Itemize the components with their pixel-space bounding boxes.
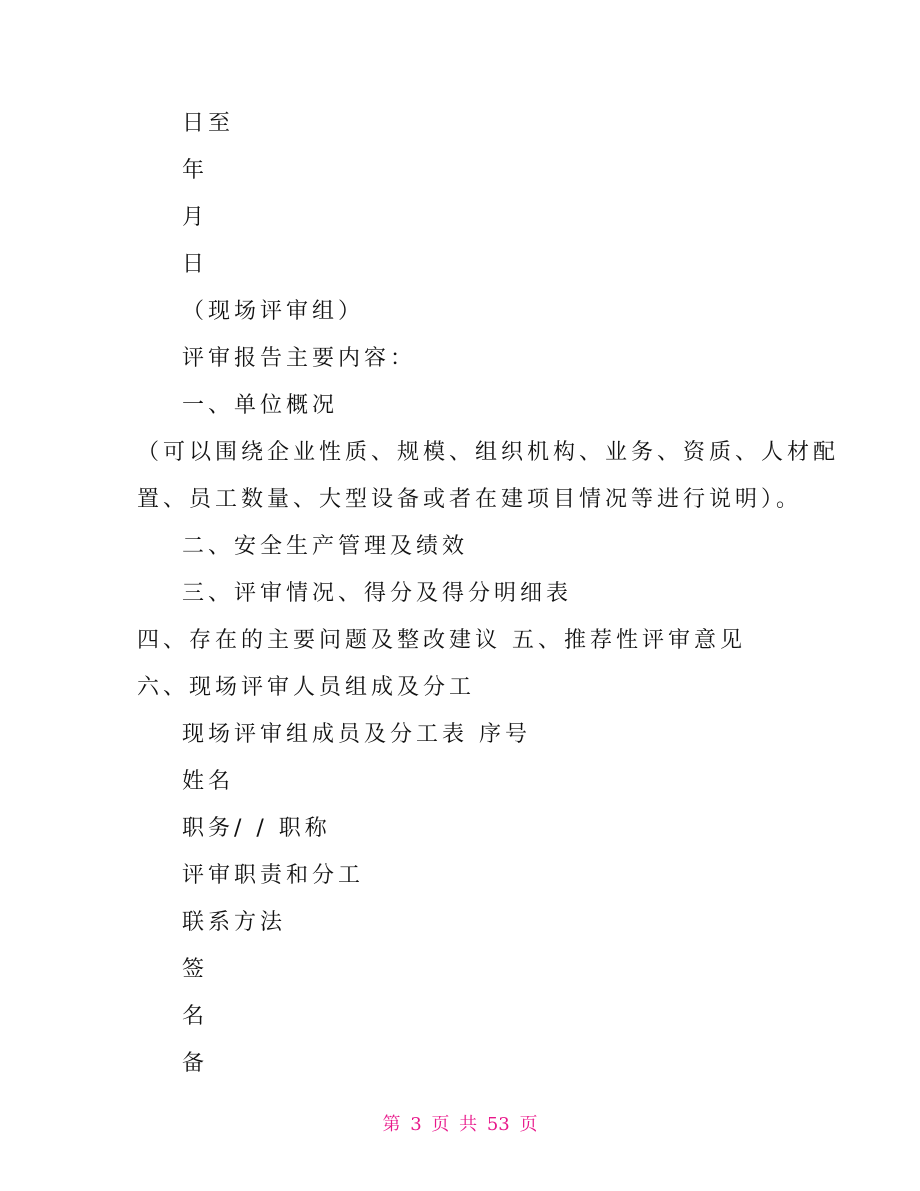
section-heading: 一、单位概况 (182, 393, 339, 418)
section-heading: 二、安全生产管理及绩效 (182, 534, 469, 559)
table-header-cell: 联系方法 (182, 910, 287, 935)
table-header-cell: 姓名 (182, 769, 235, 794)
table-header-cell: 备 (182, 1051, 209, 1076)
text-line: 日 (182, 252, 209, 277)
table-header-cell: 评审职责和分工 (182, 863, 365, 888)
table-header-cell: 职务/ / 职称 (182, 816, 331, 841)
text-line: 日至 (182, 111, 235, 136)
text-line: 年 (182, 158, 209, 183)
table-caption: 现场评审组成员及分工表 序号 (182, 722, 531, 747)
text-line: 评审报告主要内容： (182, 346, 417, 371)
section-heading: 三、评审情况、得分及得分明细表 (182, 581, 573, 606)
table-header-cell: 签 (182, 957, 209, 982)
page-number-footer: 第 3 页 共 53 页 (382, 1114, 538, 1135)
paragraph-line: 置、员工数量、大型设备或者在建项目情况等进行说明）。 (137, 487, 803, 512)
text-line: （现场评审组） (182, 299, 365, 324)
table-header-cell: 名 (182, 1004, 209, 1029)
section-heading: 四、存在的主要问题及整改建议 五、推荐性评审意见 (137, 628, 746, 653)
section-heading: 六、现场评审人员组成及分工 (137, 675, 476, 700)
paragraph-line: （可以围绕企业性质、规模、组织机构、业务、资质、人材配 (137, 440, 840, 465)
text-line: 月 (182, 205, 209, 230)
